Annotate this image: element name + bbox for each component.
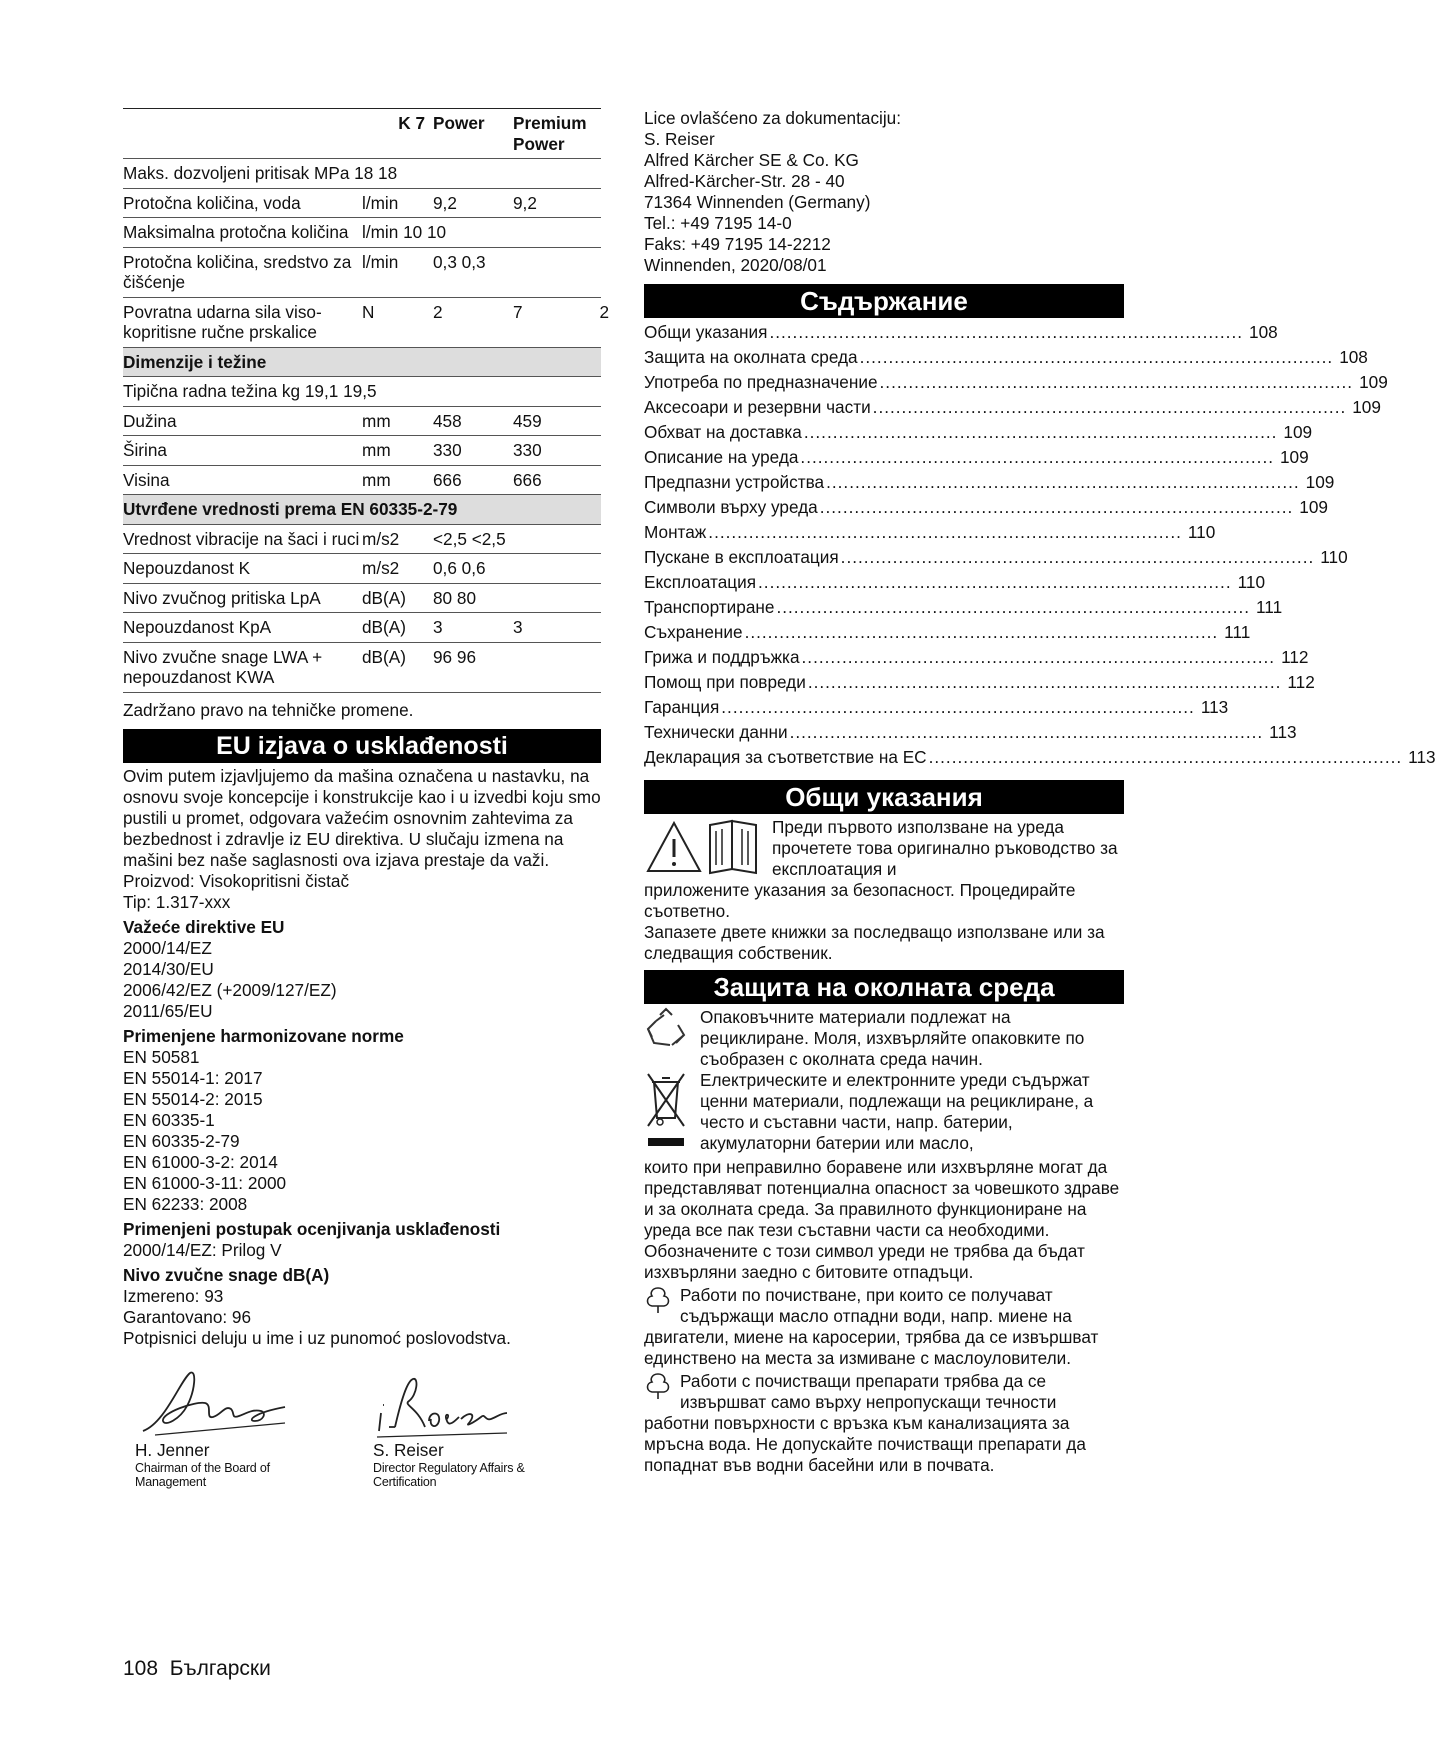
table-cell: 80 80 bbox=[433, 583, 601, 613]
signature-block bbox=[123, 1361, 601, 1489]
cleaning-agents-text: Работи с почистващи препарати трябва да се извършват само върху непропускащи течности bbox=[680, 1371, 1057, 1412]
table-cell: mm bbox=[362, 465, 433, 495]
toc-dots: .................................................................................. bbox=[859, 347, 1334, 367]
table-cell: mm bbox=[362, 436, 433, 466]
footer-language: Български bbox=[169, 1657, 271, 1680]
read-manual-text-continued: приложените указания за безопасност. Процедирайте съответно. bbox=[644, 880, 1076, 921]
left-column bbox=[123, 108, 609, 1489]
eu-norm-item: EN 60335-2-79 bbox=[123, 1130, 240, 1151]
section-heading-contents: Съдържание bbox=[644, 284, 1124, 318]
table-cell: Nivo zvučne snage LWA + nepouzdanost KWA bbox=[123, 642, 362, 692]
toc-dots: .................................................................................. bbox=[803, 422, 1278, 442]
right-column bbox=[644, 108, 1436, 1476]
table-cell: Dužina bbox=[123, 406, 362, 436]
table-cell: Maks. dozvoljeni pritisak MPa 18 18 bbox=[123, 159, 601, 189]
toc-dots: .................................................................................. bbox=[879, 372, 1354, 392]
eu-directive-item: 2014/30/EU bbox=[123, 958, 214, 979]
table-cell: Nivo zvučnog pritiska LpA bbox=[123, 583, 362, 613]
toc-item[interactable] bbox=[644, 620, 1251, 645]
table-cell: Širina bbox=[123, 436, 362, 466]
toc-dots: .................................................................................. bbox=[819, 497, 1294, 517]
toc-item[interactable] bbox=[644, 395, 1381, 420]
toc-item[interactable] bbox=[644, 470, 1335, 495]
toc-item[interactable] bbox=[644, 695, 1229, 720]
table-cell: 0,6 0,6 bbox=[433, 554, 601, 584]
contact-line: 71364 Winnenden (Germany) bbox=[644, 192, 871, 212]
eu-norm-item: EN 55014-1: 2017 bbox=[123, 1067, 263, 1088]
contact-line: Winnenden, 2020/08/01 bbox=[644, 255, 827, 275]
technical-data-table bbox=[123, 108, 609, 693]
toc-page: 111 bbox=[1224, 622, 1251, 642]
environment-icon-box bbox=[644, 1371, 680, 1413]
table-cell: 96 96 bbox=[433, 642, 601, 692]
table-cell-value: 2 bbox=[599, 301, 609, 322]
table-row bbox=[123, 297, 601, 347]
toc-label: Обхват на доставка bbox=[644, 422, 802, 442]
toc-page: 111 bbox=[1256, 597, 1283, 617]
header-cell bbox=[123, 109, 362, 159]
signature-reiser bbox=[373, 1361, 573, 1489]
toc-dots: .................................................................................. bbox=[807, 672, 1282, 692]
eu-norm-item: EN 61000-3-2: 2014 bbox=[123, 1151, 278, 1172]
table-of-contents bbox=[644, 320, 1436, 770]
table-row bbox=[123, 188, 601, 218]
toc-label: Декларация за съответствие на ЕС bbox=[644, 747, 927, 767]
contact-line: Alfred-Kärcher-Str. 28 - 40 bbox=[644, 171, 845, 191]
table-cell: Tipična radna težina kg 19,1 19,5 bbox=[123, 377, 601, 407]
toc-dots: .................................................................................. bbox=[801, 647, 1276, 667]
warning-triangle-book-icon bbox=[644, 817, 768, 877]
weee-text: Електрическите и електронните уреди съдържат ценни материали, подлежащи на рециклиране, а често и съставни части, напр. батерии, акумулаторни батерии или масло, bbox=[700, 1070, 1094, 1153]
section-heading-environment: Защита на околната среда bbox=[644, 970, 1124, 1004]
section-heading-general: Общи указания bbox=[644, 780, 1124, 814]
toc-item[interactable] bbox=[644, 595, 1283, 620]
handwritten-signature-icon bbox=[135, 1361, 295, 1441]
table-row bbox=[123, 524, 601, 554]
eu-norm-item: EN 55014-2: 2015 bbox=[123, 1088, 263, 1109]
table-cell: m/s2 bbox=[362, 524, 433, 554]
toc-page: 113 bbox=[1200, 697, 1229, 717]
eu-type: Tip: 1.317-xxx bbox=[123, 891, 231, 912]
signatory-name: S. Reiser bbox=[373, 1439, 444, 1460]
weee-notice bbox=[644, 1070, 1124, 1157]
toc-dots: .................................................................................. bbox=[708, 522, 1182, 542]
table-row bbox=[123, 247, 601, 297]
eu-norm-item: EN 62233: 2008 bbox=[123, 1193, 248, 1214]
toc-item[interactable] bbox=[644, 670, 1315, 695]
table-header-row bbox=[123, 109, 601, 159]
table-cell: 459 bbox=[513, 406, 601, 436]
contact-line: Lice ovlašćeno za dokumentaciju: bbox=[644, 108, 902, 128]
signatory-role: Chairman of the Board of Management bbox=[135, 1460, 270, 1489]
toc-item[interactable] bbox=[644, 495, 1328, 520]
oil-wastewater-notice bbox=[644, 1285, 1124, 1327]
toc-dots: .................................................................................. bbox=[789, 722, 1264, 742]
toc-label: Монтаж bbox=[644, 522, 707, 542]
toc-label: Символи върху уреда bbox=[644, 497, 818, 517]
table-cell: Protočna količina, voda bbox=[123, 188, 362, 218]
contact-line: Faks: +49 7195 14-2212 bbox=[644, 234, 831, 254]
recycling-text: Опаковъчните материали подлежат на рециклиране. Моля, изхвърляйте опаковките по съобразен с околната среда начин. bbox=[700, 1007, 1085, 1069]
table-cell bbox=[513, 297, 609, 347]
environment-tree-icon bbox=[644, 1371, 672, 1401]
table-cell: 0,3 0,3 bbox=[433, 247, 601, 297]
table-cell: 3 bbox=[513, 613, 601, 643]
table-cell: 666 bbox=[513, 465, 601, 495]
toc-page: 113 bbox=[1269, 722, 1297, 742]
table-cell: l/min bbox=[362, 247, 433, 297]
toc-label: Аксесоари и резервни части bbox=[644, 397, 871, 417]
table-row bbox=[123, 159, 601, 189]
toc-item[interactable] bbox=[644, 420, 1313, 445]
table-cell: 458 bbox=[433, 406, 513, 436]
table-row bbox=[123, 613, 601, 643]
toc-dots: .................................................................................. bbox=[840, 547, 1315, 567]
eu-directive-item: 2000/14/EZ bbox=[123, 937, 212, 958]
toc-item[interactable] bbox=[644, 320, 1278, 345]
table-row bbox=[123, 377, 601, 407]
signatory-role: Director Regulatory Affairs & Certification bbox=[373, 1460, 525, 1489]
keep-manuals-text: Запазете двете книжки за последващо използване или за следващия собственик. bbox=[644, 922, 1105, 963]
eu-measured: Izmereno: 93 bbox=[123, 1285, 224, 1306]
toc-label: Съхранение bbox=[644, 622, 743, 642]
toc-item[interactable] bbox=[644, 520, 1216, 545]
table-cell: 3 bbox=[433, 613, 513, 643]
oil-wastewater-text-continued: двигатели, миене на каросерии, трябва да се извършват единствено на места за измиване с маслоуловители. bbox=[644, 1327, 1099, 1368]
table-cell: 9,2 bbox=[433, 188, 513, 218]
table-cell: Povratna udarna sila viso-kopritisne ručne prskalice bbox=[123, 297, 362, 347]
table-cell: 330 bbox=[433, 436, 513, 466]
toc-page: 113 bbox=[1408, 747, 1436, 767]
table-cell: Maksimalna protočna količina bbox=[123, 218, 362, 248]
section-heading-eu-declaration: EU izjava o usklađenosti bbox=[123, 729, 601, 763]
table-cell: <2,5 <2,5 bbox=[433, 524, 601, 554]
toc-dots: .................................................................................. bbox=[872, 397, 1347, 417]
toc-label: Описание на уреда bbox=[644, 447, 799, 467]
table-cell: dB(A) bbox=[362, 613, 433, 643]
table-cell: 2 bbox=[433, 297, 513, 347]
recycling-notice bbox=[644, 1007, 1124, 1070]
weee-icon-box bbox=[644, 1070, 700, 1157]
eu-directive-item: 2011/65/EU bbox=[123, 1000, 213, 1021]
table-row bbox=[123, 583, 601, 613]
toc-page: 109 bbox=[1305, 472, 1335, 492]
toc-label: Гаранция bbox=[644, 697, 720, 717]
toc-page: 109 bbox=[1283, 422, 1313, 442]
cleaning-agents-notice bbox=[644, 1371, 1124, 1413]
signature-jenner bbox=[135, 1361, 335, 1489]
toc-page: 110 bbox=[1187, 522, 1216, 542]
eu-norm-item: EN 61000-3-11: 2000 bbox=[123, 1172, 287, 1193]
header-cell: K 7 bbox=[362, 109, 433, 159]
toc-label: Предпазни устройства bbox=[644, 472, 825, 492]
eu-norm-item: EN 60335-1 bbox=[123, 1109, 215, 1130]
read-manual-notice bbox=[644, 817, 1124, 880]
table-group-row bbox=[123, 495, 601, 525]
table-row bbox=[123, 465, 601, 495]
eu-procedure-heading: Primenjeni postupak ocenjivanja usklađenosti bbox=[123, 1218, 501, 1239]
page-footer bbox=[123, 1657, 271, 1681]
table-row bbox=[123, 554, 601, 584]
toc-item[interactable] bbox=[644, 345, 1368, 370]
eu-norm-item: EN 50581 bbox=[123, 1046, 200, 1067]
table-cell-value: 7 bbox=[513, 301, 523, 322]
toc-page: 110 bbox=[1237, 572, 1266, 592]
crossed-bin-icon bbox=[644, 1070, 688, 1152]
toc-dots: .................................................................................. bbox=[721, 697, 1195, 717]
toc-dots: .................................................................................. bbox=[744, 622, 1219, 642]
toc-label: Експлоатация bbox=[644, 572, 757, 592]
contact-line: S. Reiser bbox=[644, 129, 715, 149]
toc-label: Грижа и поддръжка bbox=[644, 647, 800, 667]
toc-dots: .................................................................................. bbox=[758, 572, 1232, 592]
toc-label: Помощ при повреди bbox=[644, 672, 806, 692]
toc-page: 108 bbox=[1249, 322, 1278, 342]
table-cell: mm bbox=[362, 406, 433, 436]
toc-item[interactable] bbox=[644, 720, 1297, 745]
table-group-row bbox=[123, 347, 601, 377]
eu-guaranteed: Garantovano: 96 bbox=[123, 1306, 252, 1327]
technical-changes-note: Zadržano pravo na tehničke promene. bbox=[123, 699, 414, 720]
toc-page: 110 bbox=[1320, 547, 1348, 567]
handwritten-signature-icon bbox=[373, 1361, 513, 1441]
toc-page: 112 bbox=[1281, 647, 1309, 667]
toc-label: Пускане в експлоатация bbox=[644, 547, 839, 567]
toc-item[interactable] bbox=[644, 370, 1388, 395]
toc-dots: .................................................................................. bbox=[800, 447, 1274, 467]
toc-label: Технически данни bbox=[644, 722, 788, 742]
toc-item[interactable] bbox=[644, 745, 1436, 770]
cleaning-agents-text-continued: работни повърхности с връзка към канализацията за мръсна вода. Не допускайте почистващи препарати да попаднат във водни басейни или в почвата. bbox=[644, 1413, 1086, 1475]
eu-sound-heading: Nivo zvučne snage dB(A) bbox=[123, 1264, 330, 1285]
eu-intro-paragraph: Ovim putem izjavljujemo da mašina označena u nastavku, na osnovu svoje koncepcije i konstrukcije kao i u izvedbi koju smo pustili u promet, odgovara važećim osnovnim zahtevima za bezbednost i zdravlje iz EU direktiva. U slučaju izmena na mašini bez naše saglasnosti ova izjava prestaje da važi. bbox=[123, 765, 601, 870]
toc-dots: .................................................................................. bbox=[769, 322, 1244, 342]
toc-label: Употреба по предназначение bbox=[644, 372, 878, 392]
eu-signatories-note: Potpisnici deluju u ime i uz punomoć poslovodstva. bbox=[123, 1327, 511, 1348]
environment-tree-icon bbox=[644, 1285, 672, 1315]
toc-dots: .................................................................................. bbox=[826, 472, 1300, 492]
toc-page: 109 bbox=[1352, 397, 1381, 417]
table-cell: Vrednost vibracije na šaci i ruci bbox=[123, 524, 362, 554]
table-row bbox=[123, 218, 601, 248]
table-cell: N bbox=[362, 297, 433, 347]
eu-norms-heading: Primenjene harmonizovane norme bbox=[123, 1025, 404, 1046]
table-cell: l/min bbox=[362, 188, 433, 218]
toc-page: 108 bbox=[1339, 347, 1368, 367]
contact-block bbox=[644, 108, 1124, 276]
signatory-name: H. Jenner bbox=[135, 1439, 210, 1460]
eu-directive-item: 2006/42/EZ (+2009/127/EZ) bbox=[123, 979, 337, 1000]
weee-text-continued: които при неправилно боравене или изхвърляне могат да представляват потенциална опасност за човешкото здраве и за околната среда. За правилното функциониране на уреда все пак тези съставни части са необходими. Обозначените с този символ уреди не трябва да бъдат изхвърляни заедно с битовите отпадъци. bbox=[644, 1157, 1120, 1282]
toc-item[interactable] bbox=[644, 645, 1309, 670]
eu-directives-heading: Važeće direktive EU bbox=[123, 916, 285, 937]
page-number: 108 bbox=[123, 1657, 159, 1680]
contact-line: Alfred Kärcher SE & Co. KG bbox=[644, 150, 859, 170]
group-heading: Dimenzije i težine bbox=[123, 347, 601, 377]
group-heading: Utvrđene vrednosti prema EN 60335-2-79 bbox=[123, 495, 601, 525]
toc-label: Защита на околната среда bbox=[644, 347, 858, 367]
toc-dots: .................................................................................. bbox=[928, 747, 1403, 767]
recycle-icon-box bbox=[644, 1007, 700, 1070]
table-cell: Nepouzdanost K bbox=[123, 554, 362, 584]
table-cell: Protočna količina, sredstvo za čišćenje bbox=[123, 247, 362, 297]
toc-item[interactable] bbox=[644, 445, 1309, 470]
toc-item[interactable] bbox=[644, 545, 1348, 570]
table-cell: 9,2 bbox=[513, 188, 601, 218]
warning-manual-icon-group bbox=[644, 817, 772, 879]
header-cell: Power bbox=[433, 109, 513, 159]
table-cell: Nepouzdanost KpA bbox=[123, 613, 362, 643]
table-cell: l/min 10 10 bbox=[362, 218, 601, 248]
recycle-icon bbox=[644, 1007, 688, 1051]
table-row bbox=[123, 642, 601, 692]
toc-label: Общи указания bbox=[644, 322, 768, 342]
eu-product: Proizvod: Visokopritisni čistač bbox=[123, 870, 350, 891]
toc-page: 109 bbox=[1299, 497, 1328, 517]
table-cell: Visina bbox=[123, 465, 362, 495]
toc-page: 109 bbox=[1359, 372, 1388, 392]
toc-dots: .................................................................................. bbox=[776, 597, 1251, 617]
header-cell: Premium Power bbox=[513, 109, 601, 159]
toc-page: 109 bbox=[1280, 447, 1309, 467]
table-cell: dB(A) bbox=[362, 583, 433, 613]
contact-line: Tel.: +49 7195 14-0 bbox=[644, 213, 792, 233]
oil-wastewater-text: Работи по почистване, при които се получават съдържащи масло отпадни води, напр. миене на bbox=[680, 1285, 1072, 1326]
toc-page: 112 bbox=[1287, 672, 1315, 692]
table-cell: dB(A) bbox=[362, 642, 433, 692]
read-manual-text: Преди първото използване на уреда прочетете това оригинално ръководство за експлоатация и bbox=[772, 817, 1118, 879]
table-cell: 666 bbox=[433, 465, 513, 495]
eu-procedure: 2000/14/EZ: Prilog V bbox=[123, 1239, 282, 1260]
table-cell: m/s2 bbox=[362, 554, 433, 584]
table-row bbox=[123, 406, 601, 436]
toc-label: Транспортиране bbox=[644, 597, 775, 617]
table-row bbox=[123, 436, 601, 466]
table-cell: 330 bbox=[513, 436, 601, 466]
toc-item[interactable] bbox=[644, 570, 1266, 595]
environment-icon-box bbox=[644, 1285, 680, 1327]
